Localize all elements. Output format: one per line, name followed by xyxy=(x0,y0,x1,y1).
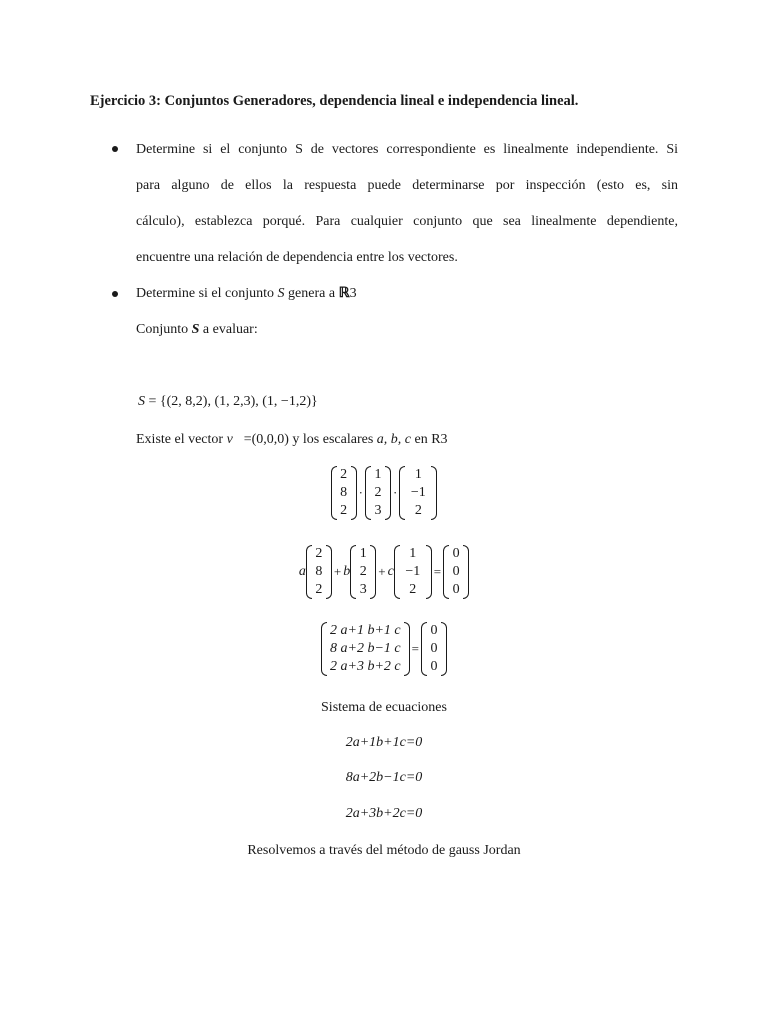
sistema-label: Sistema de ecuaciones xyxy=(321,700,447,715)
bullet-dot xyxy=(112,146,118,152)
system-matrix-equation: 2 a+1 b+1 c 8 a+2 b−1 c 2 a+3 b+2 c = 0 0 0 xyxy=(0,622,768,676)
bullet-dot xyxy=(112,291,118,297)
equation-3: 2a+3b+2c=0 xyxy=(345,806,423,821)
vector-matrix: 1 2 3 xyxy=(350,545,376,599)
vector-matrix: 2 8 2 xyxy=(331,466,357,520)
vector-matrix: 1 2 3 xyxy=(365,466,391,520)
existe-vector-line: Existe el vector v⃗=(0,0,0) y los escalares a, b, c en R3 xyxy=(136,432,448,447)
set-definition: S = {(2, 8,2), (1, 2,3), (1, −1,2)} xyxy=(138,394,318,409)
bullet1-line4: encuentre una relación de dependencia entre los vectores. xyxy=(136,250,458,265)
zero-vector: 0 0 0 xyxy=(421,622,447,676)
equation-1: 2a+1b+1c=0 xyxy=(345,735,423,750)
bullet1-line2: para alguno de ellos la respuesta puede determinarse por inspección (esto es, sin xyxy=(136,178,678,193)
bullet1-line3: cálculo), establezca porqué. Para cualquier conjunto que sea linealmente dependiente, xyxy=(136,214,678,229)
linear-combination: a 2 8 2 + b 1 2 3 + c 1 −1 2 = 0 0 0 xyxy=(0,545,768,599)
zero-vector: 0 0 0 xyxy=(443,545,469,599)
bullet1-paragraph xyxy=(136,132,678,276)
exercise-title: Ejercicio 3: Conjuntos Generadores, dependencia lineal e independencia lineal. xyxy=(90,93,579,109)
equation-2: 8a+2b−1c=0 xyxy=(345,770,423,785)
system-matrix: 2 a+1 b+1 c 8 a+2 b−1 c 2 a+3 b+2 c xyxy=(321,622,410,676)
bullet1-line1: Determine si el conjunto S de vectores correspondiente es linealmente independiente. Si xyxy=(136,142,678,157)
vector-matrix: 1 −1 2 xyxy=(399,466,437,520)
vector-matrix: 1 −1 2 xyxy=(394,545,432,599)
closing-text: Resolvemos a través del método de gauss Jordan xyxy=(247,843,521,858)
conjunto-label: Conjunto S a evaluar: xyxy=(136,322,258,337)
vector-matrix: 2 8 2 xyxy=(306,545,332,599)
bullet2-text: Determine si el conjunto S genera a ℝ3 xyxy=(136,286,357,301)
vectors-row: 2 8 2 · 1 2 3 · 1 −1 2 xyxy=(0,466,768,520)
